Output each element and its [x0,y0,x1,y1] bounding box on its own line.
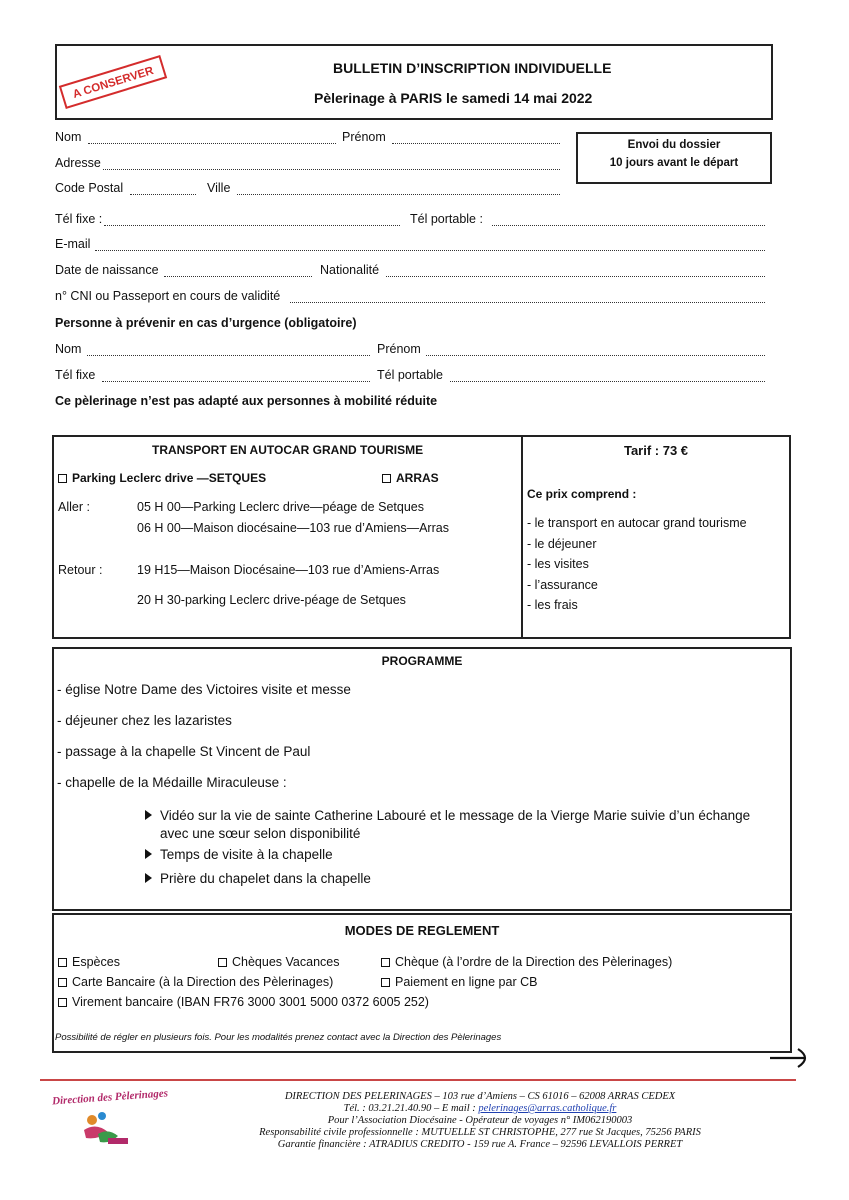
footer-line-2 [120,1103,840,1115]
pay-virement[interactable] [58,995,429,1009]
programme-subitem-2 [145,847,333,862]
programme-item-2: - déjeuner chez les lazaristes [57,713,232,728]
aller-line-2: 06 H 00—Maison diocésaine—103 rue d’Amiens—Arras [137,521,449,535]
email-label: E-mail [55,237,91,251]
date-naissance-field[interactable] [164,276,312,277]
tel-fixe-field[interactable] [104,225,400,226]
tarif-title: Tarif : 73 € [623,443,689,458]
programme-subitem-3 [145,871,371,886]
programme-subitem-1-text: Vidéo sur la vie de sainte Catherine Labouré et le message de la Vierge Marie suivie d’un échange [160,808,751,823]
programme-subitem-1-cont: avec une sœur selon disponibilité [160,826,361,841]
retour-label: Retour : [58,563,103,577]
virement-label: Virement bancaire (IBAN FR76 3000 3001 5000 0372 6005 252) [72,995,429,1009]
cheque-checkbox[interactable] [381,958,390,967]
emergency-prenom-label: Prénom [377,342,421,356]
pay-cheque[interactable] [381,955,672,969]
nationalite-field[interactable] [386,276,765,277]
cni-field[interactable] [290,302,765,303]
tarif-item-4: - l’assurance [527,578,598,592]
tel-portable-label: Tél portable : [410,212,483,226]
transport-title: TRANSPORT EN AUTOCAR GRAND TOURISME [152,443,424,457]
programme-item-3: - passage à la chapelle St Vincent de Paul [57,744,311,759]
pay-especes[interactable] [58,955,120,969]
footer-line-1: DIRECTION DES PELERINAGES – 103 rue d’Amiens – CS 61016 – 62008 ARRAS CEDEX [284,1091,676,1102]
footer-email-link[interactable]: pelerinages@arras.catholique.fr [478,1103,617,1114]
nom-label: Nom [55,130,82,144]
carte-label: Carte Bancaire (à la Direction des Pèlerinages) [72,975,334,989]
programme-title: PROGRAMME [381,654,463,668]
a-conserver-stamp: A CONSERVER [59,55,167,109]
especes-checkbox[interactable] [58,958,67,967]
pay-cb-online[interactable] [381,975,537,989]
aller-line-1: 05 H 00—Parking Leclerc drive—péage de Setques [137,500,424,514]
arras-checkbox[interactable] [382,474,391,483]
adresse-label: Adresse [55,156,101,170]
code-postal-field[interactable] [130,194,196,195]
retour-line-2: 20 H 30-parking Leclerc drive-péage de Setques [137,593,406,607]
emergency-tel-portable-label: Tél portable [377,368,444,382]
footer-line-5: Garantie financière : ATRADIUS CREDITO - 159 rue A. France – 92596 LEVALLOIS PERRET [277,1139,683,1150]
tarif-item-3: - les visites [527,557,589,571]
adresse-field[interactable] [103,169,560,170]
tarif-item-5: - les frais [527,598,578,612]
retour-line-1: 19 H15—Maison Diocésaine—103 rue d’Amiens-Arras [137,563,440,577]
date-naissance-label: Date de naissance [55,263,159,277]
reglement-note: Possibilité de régler en plusieurs fois. Pour les modalités prenez contact avec la Direction des Pèlerinages [55,1032,502,1043]
footer-phone: Tél. : 03.21.21.40.90 – E mail : [343,1103,479,1114]
cni-label: n° CNI ou Passeport en cours de validité [55,289,281,303]
emergency-nom-field[interactable] [87,355,370,356]
setques-checkbox[interactable] [58,474,67,483]
tel-fixe-label: Tél fixe : [55,212,103,226]
mobility-note: Ce pèlerinage n’est pas adapté aux personnes à mobilité réduite [55,394,438,408]
programme-item-1: - église Notre Dame des Victoires visite et messe [57,682,351,697]
footer-line-4: Responsabilité civile professionnelle : MUTUELLE ST CHRISTOPHE, 277 rue St Jacques, 75256 PARIS [259,1127,701,1138]
transport-option-arras[interactable] [382,471,439,485]
logo-text: Direction des Pèlerinages [51,1087,169,1108]
tel-portable-field[interactable] [492,225,765,226]
transport-box [52,435,523,639]
setques-label: Parking Leclerc drive —SETQUES [72,471,267,485]
dossier-line1: Envoi du dossier [627,139,721,151]
virement-checkbox[interactable] [58,998,67,1007]
tarif-item-2: - le déjeuner [527,537,597,551]
emergency-tel-fixe-label: Tél fixe [55,368,96,382]
aller-label: Aller : [58,500,90,514]
email-field[interactable] [95,250,765,251]
ville-label: Ville [207,181,231,195]
programme-subitem-1 [145,808,750,823]
form-title: BULLETIN D’INSCRIPTION INDIVIDUELLE [333,60,612,76]
reglement-title: MODES DE REGLEMENT [344,923,500,938]
emergency-prenom-field[interactable] [426,355,765,356]
bullet-arrow-icon [145,810,152,820]
code-postal-label: Code Postal [55,181,124,195]
emergency-tel-portable-field[interactable] [450,381,765,382]
prenom-field[interactable] [392,143,560,144]
dossier-line2: 10 jours avant le départ [609,157,739,169]
tarif-item-1: - le transport en autocar grand tourisme [527,516,747,530]
cheques-vacances-checkbox[interactable] [218,958,227,967]
emergency-nom-label: Nom [55,342,82,356]
pay-cheques-vacances[interactable] [218,955,339,969]
transport-option-setques[interactable] [58,471,266,485]
pay-carte[interactable] [58,975,333,989]
arrow-right-icon [768,1046,814,1070]
cheques-vacances-label: Chèques Vacances [232,955,340,969]
programme-subitem-2-text: Temps de visite à la chapelle [160,847,333,862]
footer-divider [40,1079,796,1081]
especes-label: Espèces [72,955,120,969]
emergency-heading: Personne à prévenir en cas d’urgence (obligatoire) [55,316,357,330]
arras-label: ARRAS [396,471,439,485]
bullet-arrow-icon [145,849,152,859]
cb-online-checkbox[interactable] [381,978,390,987]
footer-line-3: Pour l’Association Diocésaine - Opérateur de voyages n° IM062190003 [327,1115,633,1126]
nom-field[interactable] [88,143,336,144]
prenom-label: Prénom [342,130,386,144]
cheque-label: Chèque (à l’ordre de la Direction des Pèlerinages) [395,955,673,969]
form-subtitle: Pèlerinage à PARIS le samedi 14 mai 2022 [314,90,593,106]
emergency-tel-fixe-field[interactable] [102,381,370,382]
ville-field[interactable] [237,194,560,195]
bullet-arrow-icon [145,873,152,883]
programme-item-4: - chapelle de la Médaille Miraculeuse : [57,775,287,790]
header-box [55,44,773,120]
carte-checkbox[interactable] [58,978,67,987]
nationalite-label: Nationalité [320,263,380,277]
cb-online-label: Paiement en ligne par CB [395,975,538,989]
tarif-includes: Ce prix comprend : [527,487,637,501]
programme-subitem-3-text: Prière du chapelet dans la chapelle [160,871,371,886]
